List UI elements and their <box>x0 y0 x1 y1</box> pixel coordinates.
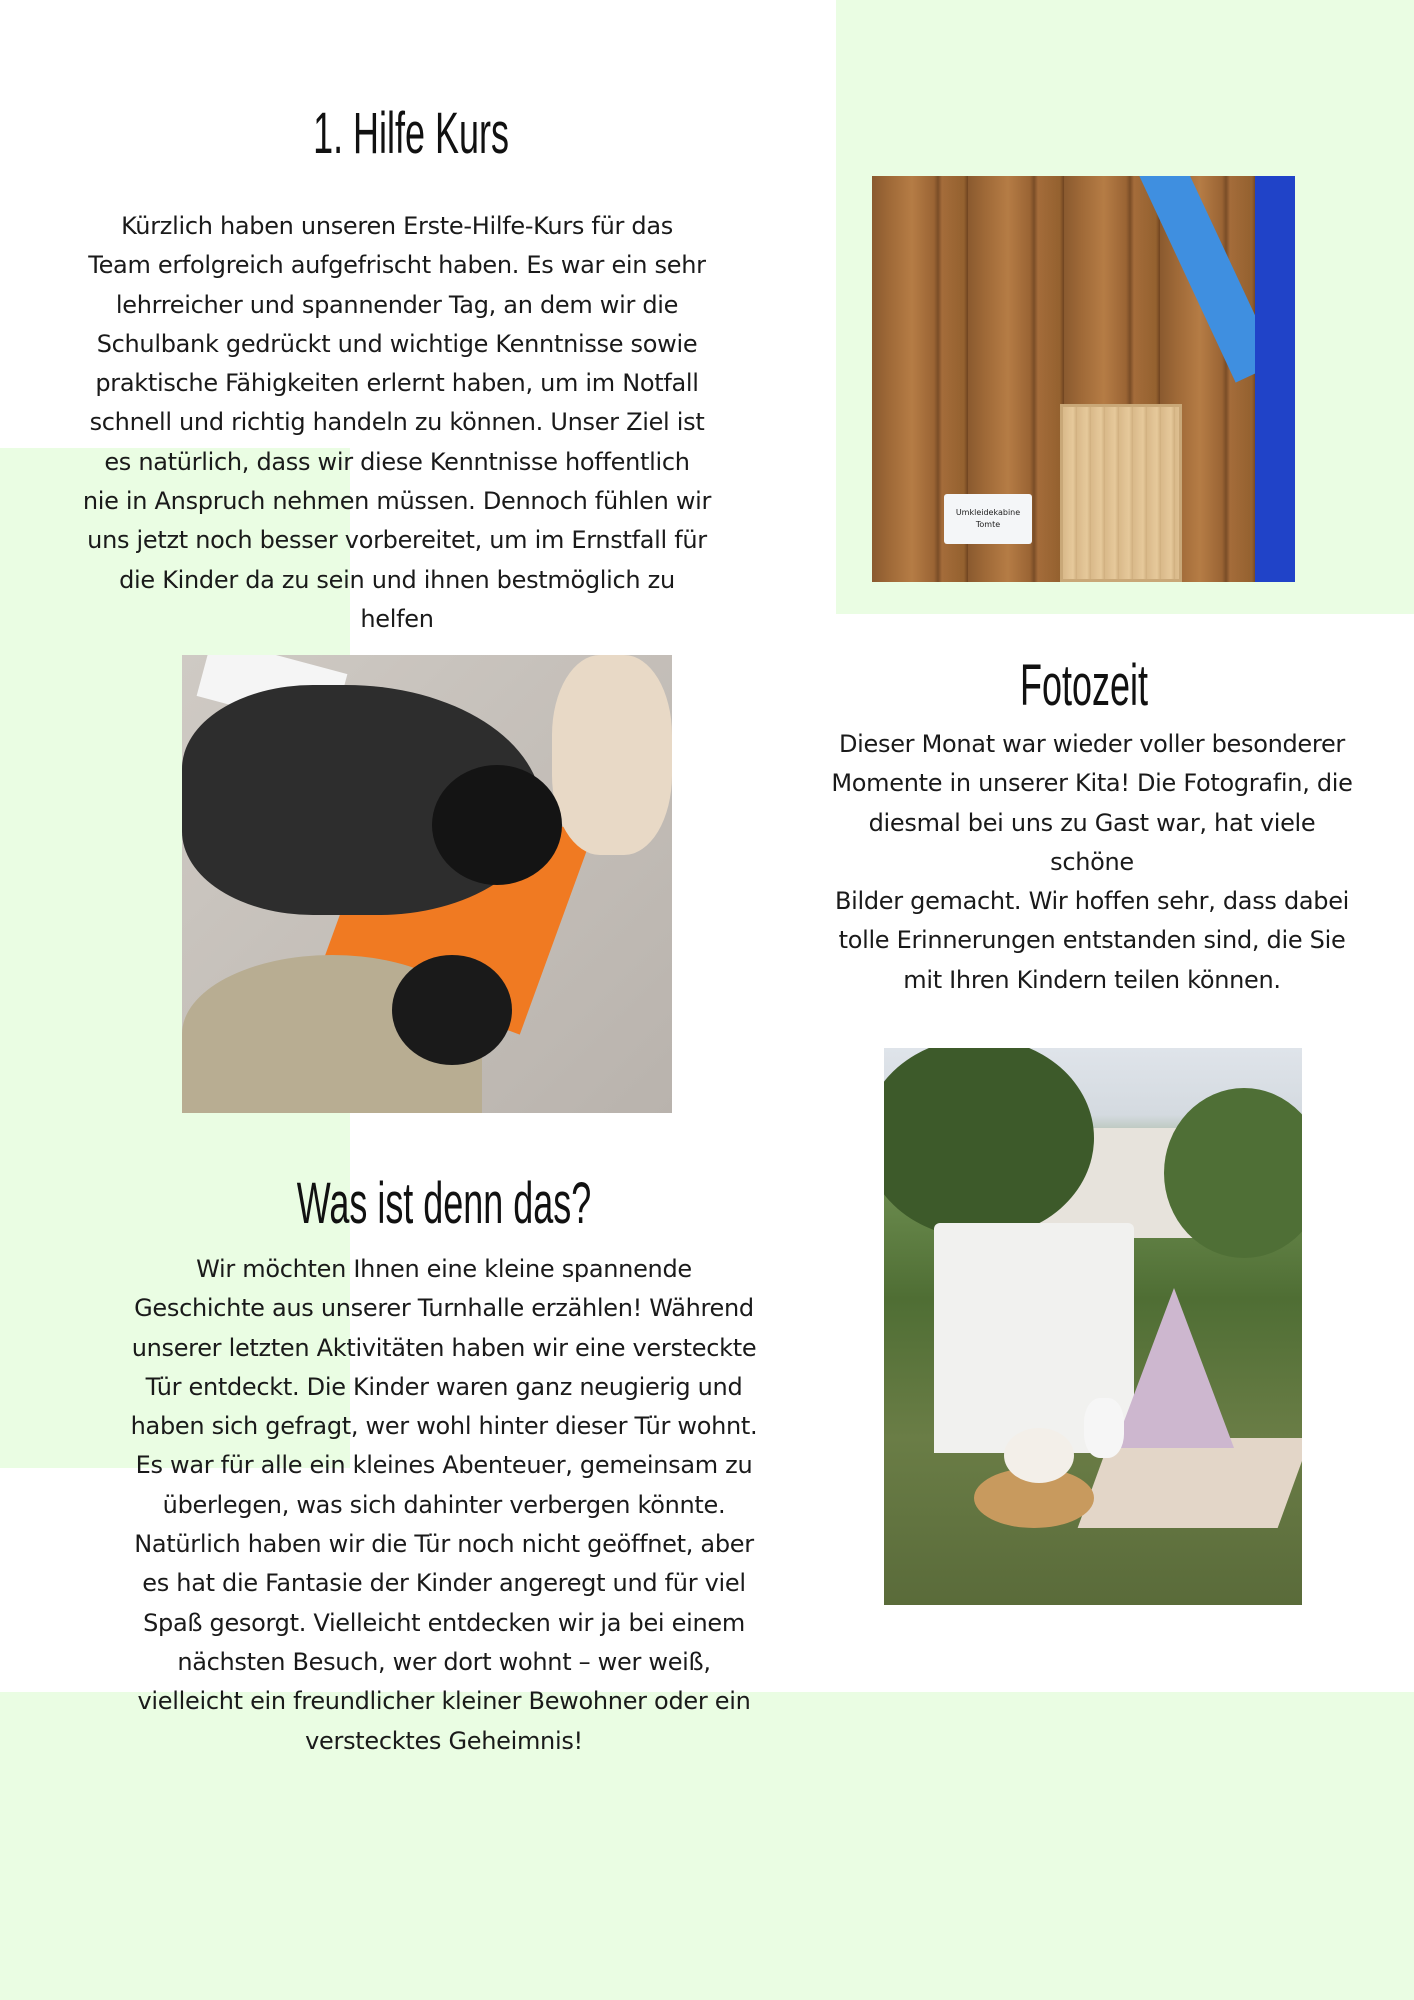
heading-erste-hilfe: 1. Hilfe Kurs <box>313 101 509 166</box>
text-line: die Kinder da zu sein und ihnen bestmöglich zu helfen <box>119 565 675 633</box>
text-line: nie in Anspruch nehmen müssen. Dennoch fühlen wir <box>82 487 712 516</box>
text-line: lehrreicher und spannender Tag, an dem wir die <box>115 290 679 319</box>
paragraph-fotozeit <box>826 725 1358 1000</box>
text-line: Geschichte aus unserer Turnhalle erzählen! Während <box>134 1294 754 1323</box>
paragraph-was-ist-denn-das <box>128 1250 760 1761</box>
photo-person-hair <box>392 955 512 1065</box>
photo-person-hair <box>432 765 562 885</box>
text-line: tolle Erinnerungen entstanden sind, die Sie <box>838 926 1346 955</box>
text-line: verstecktes Geheimnis! <box>305 1726 583 1755</box>
text-line: Dieser Monat war wieder voller besonderer <box>839 730 1345 758</box>
text-line: haben sich gefragt, wer wohl hinter dieser Tür wohnt. <box>130 1412 758 1441</box>
door-sign-line: Umkleidekabine <box>955 508 1021 517</box>
text-line: überlegen, was sich dahinter verbergen könnte. <box>162 1490 726 1519</box>
photo-door-sign <box>944 494 1032 544</box>
door-sign-line: Tomte <box>975 520 1001 529</box>
text-line: Team erfolgreich aufgefrischt haben. Es war ein sehr <box>88 251 706 280</box>
photo-first-aid-course <box>182 655 672 1113</box>
photo-tipi <box>1114 1288 1234 1448</box>
photo-teddy-bear <box>1084 1398 1124 1458</box>
paragraph-erste-hilfe <box>82 207 712 639</box>
text-line: mit Ihren Kindern teilen können. <box>903 965 1281 994</box>
text-line: uns jetzt noch besser vorbereitet, um im Ernstfall für <box>87 526 707 555</box>
text-line: Schulbank gedrückt und wichtige Kenntnisse sowie <box>96 329 698 358</box>
text-line: schnell und richtig handeln zu können. Unser Ziel ist <box>89 408 705 437</box>
text-line: Momente in unserer Kita! Die Fotografin, die <box>831 769 1353 798</box>
text-line: Tür entdeckt. Die Kinder waren ganz neugierig und <box>145 1372 743 1401</box>
text-line: es hat die Fantasie der Kinder angeregt und für viel <box>142 1569 746 1598</box>
photo-pouf <box>1004 1428 1074 1483</box>
text-line: nächsten Besuch, wer dort wohnt – wer weiß, <box>177 1647 711 1676</box>
text-line: es natürlich, dass wir diese Kenntnisse hoffentlich <box>104 447 690 476</box>
text-line: Kürzlich haben unseren Erste-Hilfe-Kurs für das <box>121 212 673 240</box>
photo-photo-shoot-setup <box>884 1048 1302 1605</box>
text-line: unserer letzten Aktivitäten haben wir eine versteckte <box>131 1333 757 1362</box>
text-line: Natürlich haben wir die Tür noch nicht geöffnet, aber <box>134 1530 754 1559</box>
photo-hidden-door <box>872 176 1295 582</box>
photo-small-door <box>1060 404 1182 582</box>
text-line: Wir möchten Ihnen eine kleine spannende <box>196 1255 692 1283</box>
text-line: praktische Fähigkeiten erlernt haben, um im Notfall <box>95 369 699 398</box>
heading-fotozeit: Fotozeit <box>1020 653 1148 718</box>
text-line: vielleicht ein freundlicher kleiner Bewohner oder ein <box>137 1687 751 1716</box>
text-line: Bilder gemacht. Wir hoffen sehr, dass dabei <box>834 887 1350 916</box>
photo-person <box>552 655 672 855</box>
text-line: diesmal bei uns zu Gast war, hat viele schöne <box>868 808 1316 876</box>
text-line: Spaß gesorgt. Vielleicht entdecken wir ja bei einem <box>143 1608 745 1637</box>
text-line: Es war für alle ein kleines Abenteuer, gemeinsam zu <box>135 1451 753 1480</box>
photo-blue-mat <box>1255 176 1295 582</box>
heading-was-ist-denn-das: Was ist denn das? <box>296 1171 592 1236</box>
